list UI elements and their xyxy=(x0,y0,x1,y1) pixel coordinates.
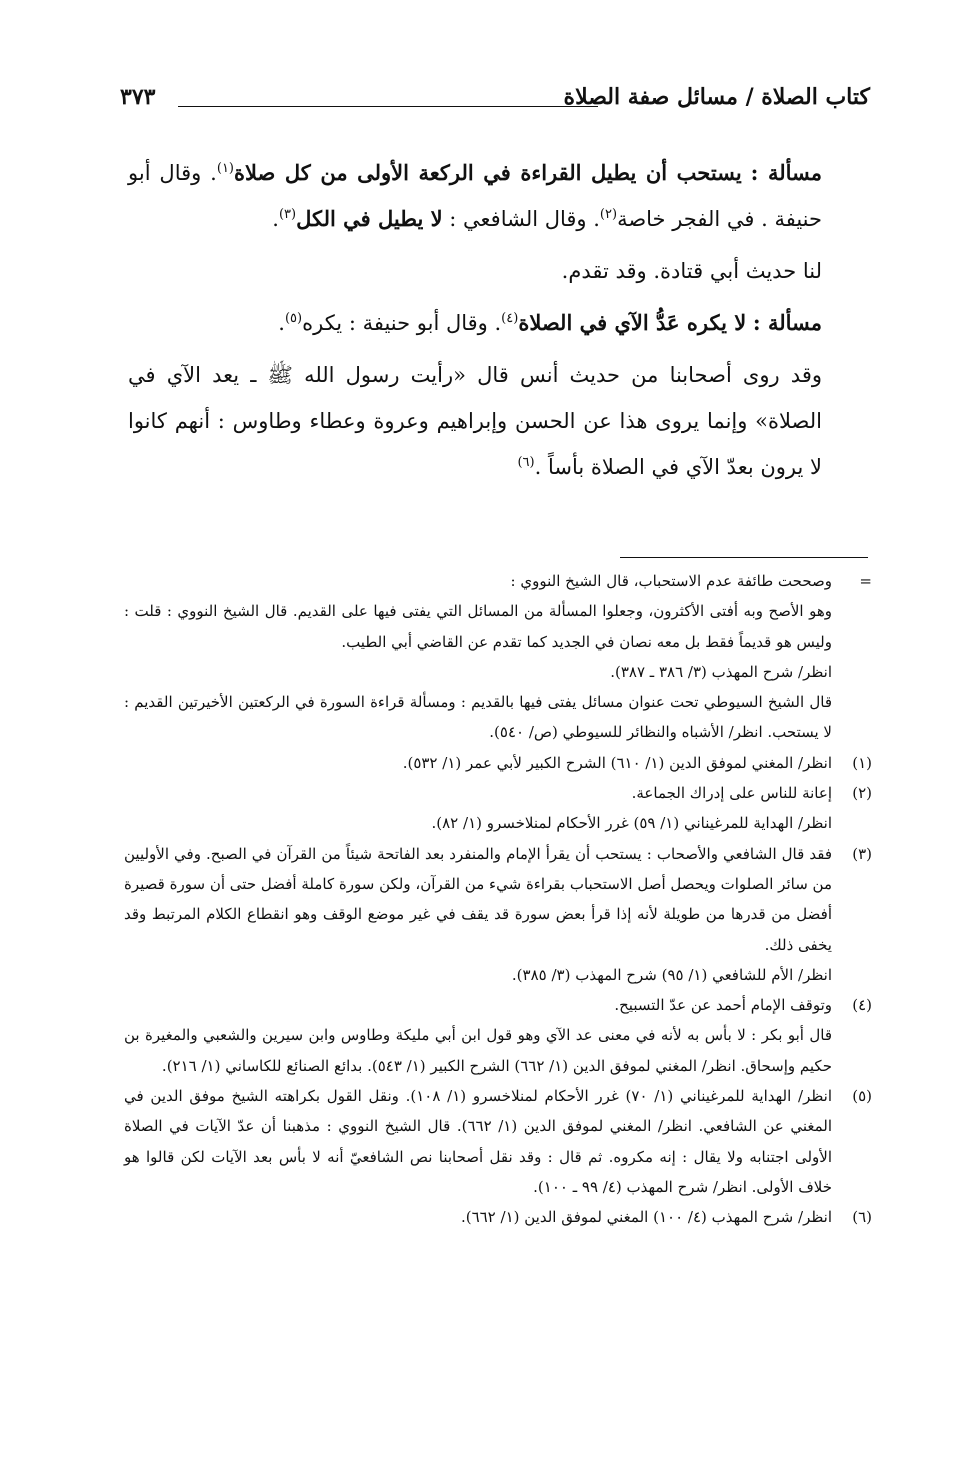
footnote-number: (١) xyxy=(852,753,872,772)
paragraph-issue-2 xyxy=(128,300,870,346)
footnote-text: انظر/ الهداية للمرغيناني (١/ ٥٩) غرر الأحكام لمنلاخسرو (١/ ٨٢). xyxy=(431,814,832,833)
footnote-item xyxy=(124,748,872,778)
footnote-item xyxy=(124,1202,872,1232)
footnote-text: انظر/ الهداية للمرغيناني (١/ ٧٠) غرر الأحكام لمنلاخسرو (١/ ١٠٨). ونقل القول بكراهته الشيخ موفق الدين في المغني عن الشافعي. انظر/ المغني لموفق الدين (١/ ٦٦٢). قال الشيخ النووي : مذهبنا أن عدّ الآيات في الصلاة الأولى اجتنابه ولا يقال : إنه مكروه. ثم قال : وقد نقل أصحابنا نص الشافعيّ أنه لا بأس بعد الآيات لكن قالوا هو خلاف الأولى. انظر/ شرح المهذب (٤/ ٩٩ ـ ١٠٠). xyxy=(124,1087,833,1196)
footnote-ref[interactable]: (٣) xyxy=(278,207,297,222)
footnote-text: انظر/ المغني لموفق الدين (١/ ٦١٠) الشرح الكبير لأبي عمر (١/ ٥٣٢). xyxy=(402,753,832,772)
footnote-item xyxy=(124,1081,872,1202)
header-rule xyxy=(178,106,598,107)
issue-label: مسألة : xyxy=(752,310,822,335)
footnote-text: انظر/ شرح المهذب (٣/ ٣٨٦ ـ ٣٨٧). xyxy=(610,662,832,681)
issue-ruling: يستحب أن يطيل القراءة في الركعة الأولى من كل صلاة xyxy=(234,160,742,185)
footnote-ref[interactable]: (٢) xyxy=(599,207,618,222)
footnote-number: (٣) xyxy=(852,844,872,863)
footnote-ref[interactable]: (٤) xyxy=(501,311,519,326)
continuation-marker: = xyxy=(859,572,872,590)
text-span: . وقال أبو حنيفة . في الفجر خاصة xyxy=(128,161,822,231)
footnotes xyxy=(124,566,872,1233)
text-span: . xyxy=(272,207,279,231)
paragraph-hadith xyxy=(128,352,870,490)
footnote-text: إعانة للناس على إدراك الجماعة. xyxy=(631,784,832,803)
footnote-number: (٥) xyxy=(852,1087,872,1106)
footnote-text: وتوقف الإمام أحمد عن عدّ التسبيح. xyxy=(614,996,832,1015)
footnote-number: (٦) xyxy=(852,1208,872,1227)
footnote-text: قال أبو بكر : لا بأس به لأنه في معنى عد الآي وهو قول ابن أبي مليكة وطاوس وابن سيرين والشعبي والمغيرة بن حكيم وإسحاق. انظر/ المغني لموفق الدين (١/ ٦٦٢) الشرح الكبير (١/ ٥٤٣). بدائع الصنائع للكاساني (١/ ٢١٦). xyxy=(124,1026,832,1075)
text-span: . وقال الشافعي : xyxy=(449,207,600,231)
footnote-ref[interactable]: (١) xyxy=(216,161,234,176)
footnote-ref[interactable]: (٥) xyxy=(284,311,303,326)
footnote-text: قال الشيخ السيوطي تحت عنوان مسائل يفتى فيها بالقديم : ومسألة قراءة السورة في الركعتين الأخيرتين القديم : لا يستحب. انظر/ الأشباه والنظائر للسيوطي (ص/ ٥٤٠). xyxy=(124,693,832,742)
text-span: . وقال أبو حنيفة : يكره xyxy=(302,311,502,335)
page-number: ٣٧٣ xyxy=(120,84,156,110)
footnote-ref[interactable]: (٦) xyxy=(517,455,535,470)
footnote-list xyxy=(124,748,872,1233)
main-text xyxy=(128,150,870,496)
issue-ruling: لا يطيل في الكل xyxy=(296,206,443,231)
footnote-text: فقد قال الشافعي والأصحاب : يستحب أن يقرأ الإمام والمنفرد بعد الفاتحة شيئاً من القرآن في الصبح. وفي الأوليين من سائر الصلوات ويحصل أصل الاستحباب بقراءة شيء من القرآن، ولكن سورة كاملة أفضل حتى أن سورة قصيرة أفضل من قدرها من طويلة لأنه إذا قرأ بعض سورة قد يقف في غير موضع الوقف وهو انقطاع الكلام المرتبط وقد يخفى ذلك. xyxy=(124,844,832,954)
footnote-item xyxy=(124,839,872,990)
running-header xyxy=(120,84,870,118)
paragraph-issue-1 xyxy=(128,150,870,242)
footnote-continuation xyxy=(124,566,872,748)
footnote-number: (٢) xyxy=(852,784,872,803)
footnote-separator xyxy=(620,557,868,558)
issue-label: مسألة : xyxy=(750,160,823,185)
footnote-item xyxy=(124,990,872,1081)
header-title: كتاب الصلاة / مسائل صفة الصلاة xyxy=(563,84,870,110)
text-span: وقد روى أصحابنا من حديث أنس قال «رأيت رسول الله ﷺ ـ يعد الآي في الصلاة» وإنما يروى هذا عن الحسن وإبراهيم وعروة وعطاء وطاوس : أنهم كانوا لا يرون بعدّ الآي في الصلاة بأساً . xyxy=(128,363,822,479)
footnote-text: انظر/ الأم للشافعي (١/ ٩٥) شرح المهذب (٣/ ٣٨٥). xyxy=(511,965,832,984)
footnote-text: وصححت طائفة عدم الاستحباب، قال الشيخ النووي : xyxy=(510,572,832,590)
footnote-item xyxy=(124,778,872,839)
footnote-text: وهو الأصح وبه أفتى الأكثرون، وجعلوا المسألة من المسائل التي يفتى فيها على القديم. قال الشيخ النووي : قلت : وليس هو قديماً فقط بل معه نصان في الجديد كما تقدم عن القاضي أبي الطيب. xyxy=(124,602,832,651)
paragraph-evidence: لنا حديث أبي قتادة. وقد تقدم. xyxy=(561,259,822,283)
issue-ruling: لا يكره عَدُّ الآي في الصلاة xyxy=(518,310,747,335)
footnote-number: (٤) xyxy=(852,996,872,1015)
text-span: . xyxy=(278,311,285,335)
footnote-text: انظر/ شرح المهذب (٤/ ١٠٠) المغني لموفق الدين (١/ ٦٦٢). xyxy=(460,1208,832,1227)
